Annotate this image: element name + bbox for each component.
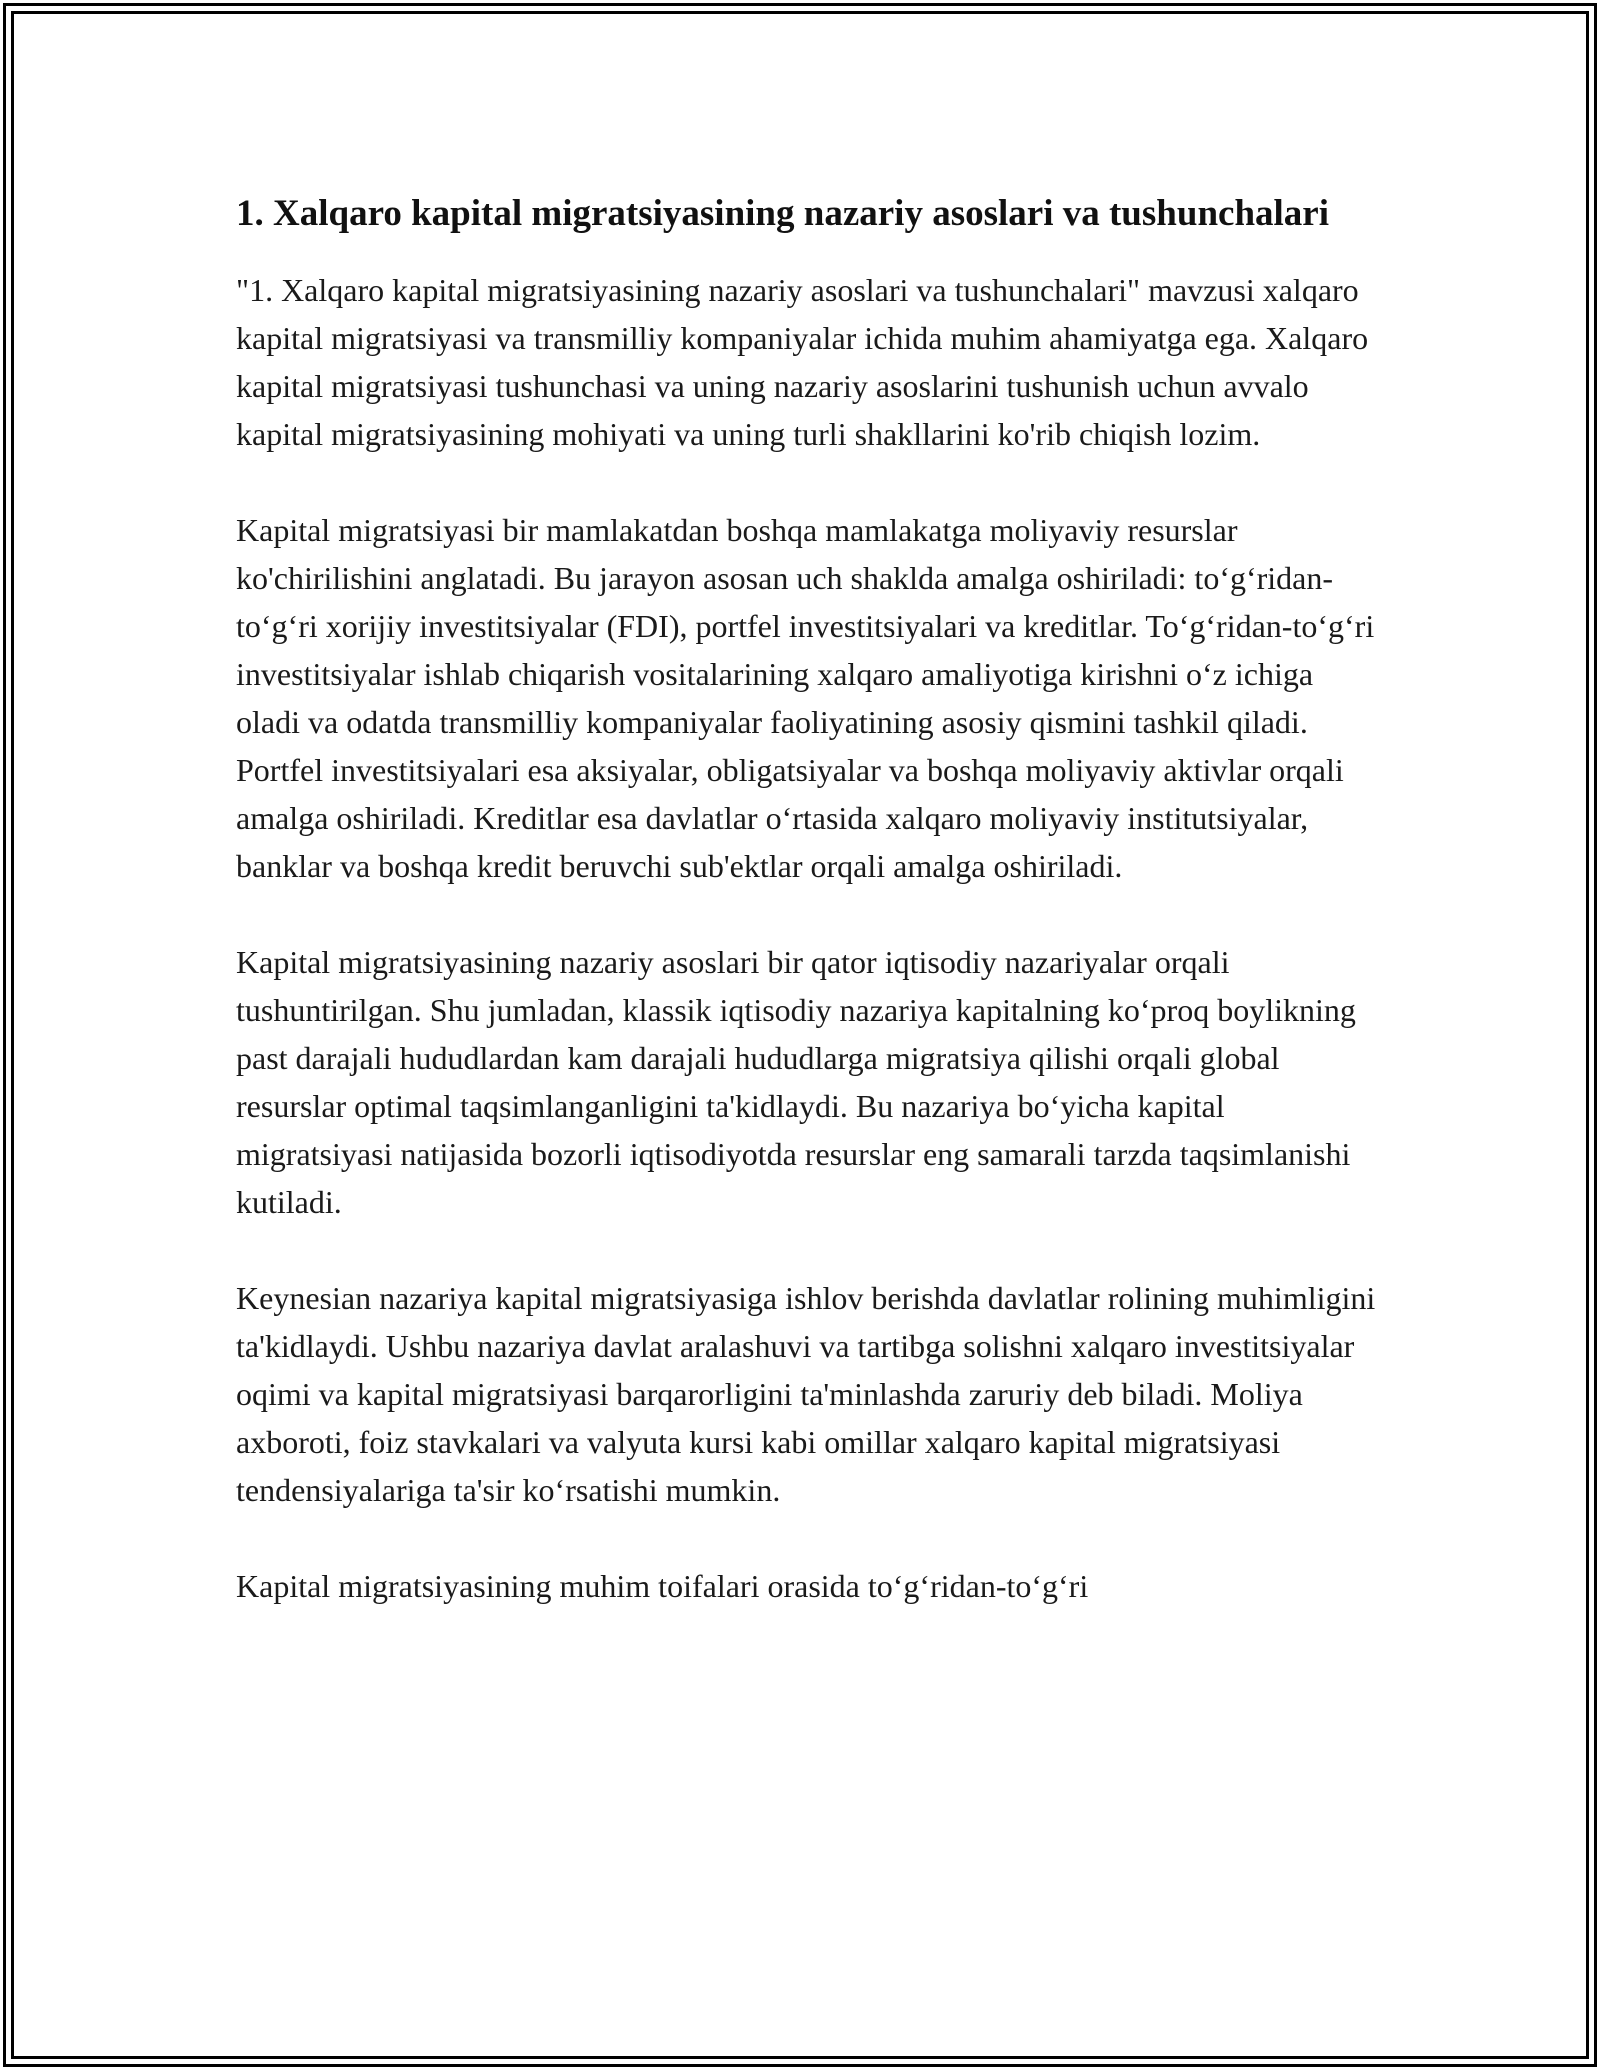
paragraph-capital-migration-forms: Kapital migratsiyasi bir mamlakatdan boshqa mamlakatga moliyaviy resurslar ko'chirilishini anglatadi. Bu jarayon asosan uch shaklda amalga oshiriladi: to‘g‘ridan-to‘g‘ri xorijiy investitsiyalar (FDI), portfel investitsiyalari va kreditlar. To‘g‘ridan-to‘g‘ri investitsiyalar ishlab chiqarish vositalarining xalqaro amaliyotiga kirishni o‘z ichiga oladi va odatda transmilliy kompaniyalar faoliyatining asosiy qismini tashkil qiladi. Portfel investitsiyalari esa aksiyalar, obligatsiyalar va boshqa moliyaviy aktivlar orqali amalga oshiriladi. Kreditlar esa davlatlar o‘rtasida xalqaro moliyaviy institutsiyalar, banklar va boshqa kredit beruvchi sub'ektlar orqali amalga oshiriladi. <box>236 512 1375 884</box>
paragraph-keynesian-theory: Keynesian nazariya kapital migratsiyasiga ishlov berishda davlatlar rolining muhimligini ta'kidlaydi. Ushbu nazariya davlat aralashuvi va tartibga solishni xalqaro investitsiyalar oqimi va kapital migratsiyasi barqarorligini ta'minlashda zaruriy deb biladi. Moliya axboroti, foiz stavkalari va valyuta kursi kabi omillar xalqaro kapital migratsiyasi tendensiyalariga ta'sir ko‘rsatishi mumkin. <box>236 1280 1376 1508</box>
document-body <box>236 186 1376 1658</box>
paragraph-categories: Kapital migratsiyasining muhim toifalari orasida to‘g‘ridan-to‘g‘ri <box>236 1568 1089 1604</box>
paragraph-intro: "1. Xalqaro kapital migratsiyasining nazariy asoslari va tushunchalari" mavzusi xalqaro kapital migratsiyasi va transmilliy kompaniyalar ichida muhim ahamiyatga ega. Xalqaro kapital migratsiyasi tushunchasi va uning nazariy asoslarini tushunish uchun avvalo kapital migratsiyasining mohiyati va uning turli shakllarini ko'rib chiqish lozim. <box>236 272 1369 452</box>
paragraph-classical-theory: Kapital migratsiyasining nazariy asoslari bir qator iqtisodiy nazariyalar orqali tushuntirilgan. Shu jumladan, klassik iqtisodiy nazariya kapitalning ko‘proq boylikning past darajali hududlardan kam darajali hududlarga migratsiya qilishi orqali global resurslar optimal taqsimlanganligini ta'kidlaydi. Bu nazariya bo‘yicha kapital migratsiyasi natijasida bozorli iqtisodiyotda resurslar eng samarali tarzda taqsimlanishi kutiladi. <box>236 944 1356 1220</box>
section-heading: 1. Xalqaro kapital migratsiyasining nazariy asoslari va tushunchalari <box>236 193 1329 234</box>
